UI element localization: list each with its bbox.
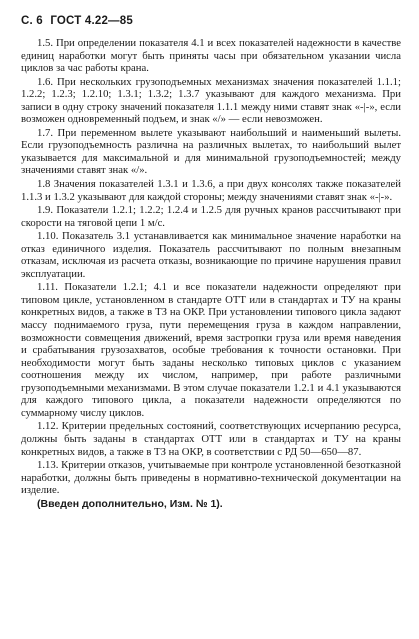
- paragraph-1-10: 1.10. Показатель 3.1 устанавливается как минимальное значение наработки на отказ единичного изделия. Показатель рассчитывают по полным внезапным отказам, исключая из расчета отказы, возникающие по причине нарушения правил эксплуатации.: [21, 230, 401, 280]
- page-label: С. 6: [21, 15, 43, 27]
- paragraph-1-6: 1.6. При нескольких грузоподъемных механизмах значения показателей 1.1.1; 1.2.2; 1.2.3; 1.2.10; 1.3.1; 1.3.2; 1.3.7 указывают для каждого механизма. При записи в одну строку значений показателя 1.1.1 между ними ставят знак «-|-», если возможен одновременный подъем, и знак «/» — если невозможен.: [21, 75, 401, 126]
- page-header: [21, 14, 401, 28]
- paragraph-1-5: 1.5. При определении показателя 4.1 и всех показателей надежности в качестве единиц наработки могут быть приняты часы при обязательном указании числа циклов за час работы крана.: [21, 37, 401, 75]
- paragraph-1-13: 1.13. Критерии отказов, учитываемые при контроле установленной безотказной наработки, должны быть приведены в нормативно-технической документации на изделие.: [21, 459, 401, 497]
- paragraph-1-7: 1.7. При переменном вылете указывают наибольший и наименьший вылеты. Если грузоподъемность различна на различных вылетах, то наибольший вылет указывается для максимальной и для минимальной грузоподъемностей; между значениями ставят знак «/».: [21, 126, 401, 177]
- paragraph-1-8: 1.8 Значения показателей 1.3.1 и 1.3.6, а при двух консолях также показателей 1.1.3 и 1.3.2 указывают для каждой стороны; между значениями ставят знак «-|-».: [21, 178, 401, 203]
- paragraph-1-11: 1.11. Показатели 1.2.1; 4.1 и все показатели надежности определяют при типовом цикле, установленном в стандарте ОТТ или в стандартах и ТУ на краны конкретных видов, а также в ТЗ на ОКР. При установлении типового цикла задают массу поднимаемого груза, пути перемещения груза в каждом направлении, возможности совмещения движений, время застропки груза или время наведения и срабатывания грузозахватов, особые требования к точности остановки. При необходимости могут быть заданы несколько типовых циклов с указанием соотношения между их числом, например, при работе различными грузоподъемными механизмами. В этом случае показатели 1.2.1 и 4.1 указываются для каждого типового цикла, а показатели надежности определяются по суммарному числу циклов.: [21, 281, 401, 419]
- amendment-note: (Введен дополнительно, Изм. № 1).: [37, 497, 223, 510]
- standard-code: ГОСТ 4.22—85: [50, 15, 133, 27]
- paragraph-1-9: 1.9. Показатели 1.2.1; 1.2.2; 1.2.4 и 1.2.5 для ручных кранов рассчитывают при скорости на тяговой цепи 1 м/с.: [21, 204, 401, 229]
- paragraph-1-12: 1.12. Критерии предельных состояний, соответствующих исчерпанию ресурса, должны быть заданы в стандартах ОТТ или в стандартах и ТУ на краны конкретных видов, а также в ТЗ на ОКР, в соответствии с РД 50—650—87.: [21, 420, 401, 458]
- document-body: [21, 37, 401, 510]
